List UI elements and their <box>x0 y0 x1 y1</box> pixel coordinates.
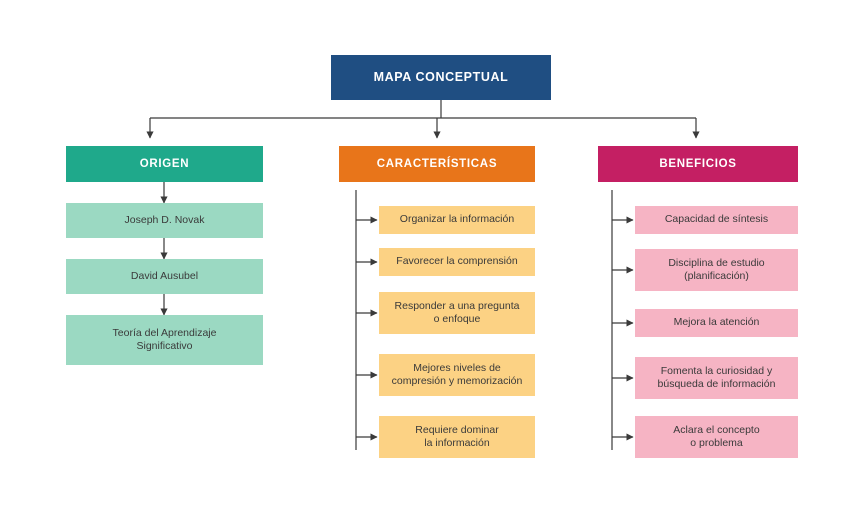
root-node-label: MAPA CONCEPTUAL <box>373 69 509 84</box>
list-item[interactable] <box>66 203 263 238</box>
branch-header-caracteristicas-label: CARACTERÍSTICAS <box>376 157 498 170</box>
list-item[interactable] <box>66 315 263 365</box>
node-label: Responder a una pregunta o enfoque <box>394 299 520 325</box>
branch-header-origen-label: ORIGEN <box>139 157 190 170</box>
list-item[interactable] <box>379 416 535 458</box>
node-label: Joseph D. Novak <box>124 213 205 226</box>
list-item[interactable] <box>379 206 535 234</box>
node-label: Mejora la atención <box>673 316 760 329</box>
root-node-mapa-conceptual[interactable] <box>331 55 551 100</box>
list-item[interactable] <box>66 259 263 294</box>
list-item[interactable] <box>635 206 798 234</box>
list-item[interactable] <box>635 416 798 458</box>
list-item[interactable] <box>635 309 798 337</box>
branch-header-origen[interactable] <box>66 146 263 182</box>
node-label: Favorecer la comprensión <box>396 255 518 268</box>
node-label: Disciplina de estudio (planificación) <box>668 256 765 282</box>
list-item[interactable] <box>379 248 535 276</box>
branch-header-caracteristicas[interactable] <box>339 146 535 182</box>
node-label: Organizar la información <box>399 213 515 226</box>
node-label: Fomenta la curiosidad y búsqueda de información <box>657 364 776 390</box>
list-item[interactable] <box>379 292 535 334</box>
node-label: Requiere dominar la información <box>415 423 499 449</box>
branch-header-beneficios-label: BENEFICIOS <box>659 157 737 170</box>
list-item[interactable] <box>635 249 798 291</box>
node-label: David Ausubel <box>130 269 199 282</box>
list-item[interactable] <box>635 357 798 399</box>
node-label: Capacidad de síntesis <box>664 213 769 226</box>
node-label: Aclara el concepto o problema <box>673 423 760 449</box>
node-label: Mejores niveles de compresión y memorización <box>391 361 523 387</box>
list-item[interactable] <box>379 354 535 396</box>
branch-header-beneficios[interactable] <box>598 146 798 182</box>
node-label: Teoría del Aprendizaje Significativo <box>112 326 217 352</box>
